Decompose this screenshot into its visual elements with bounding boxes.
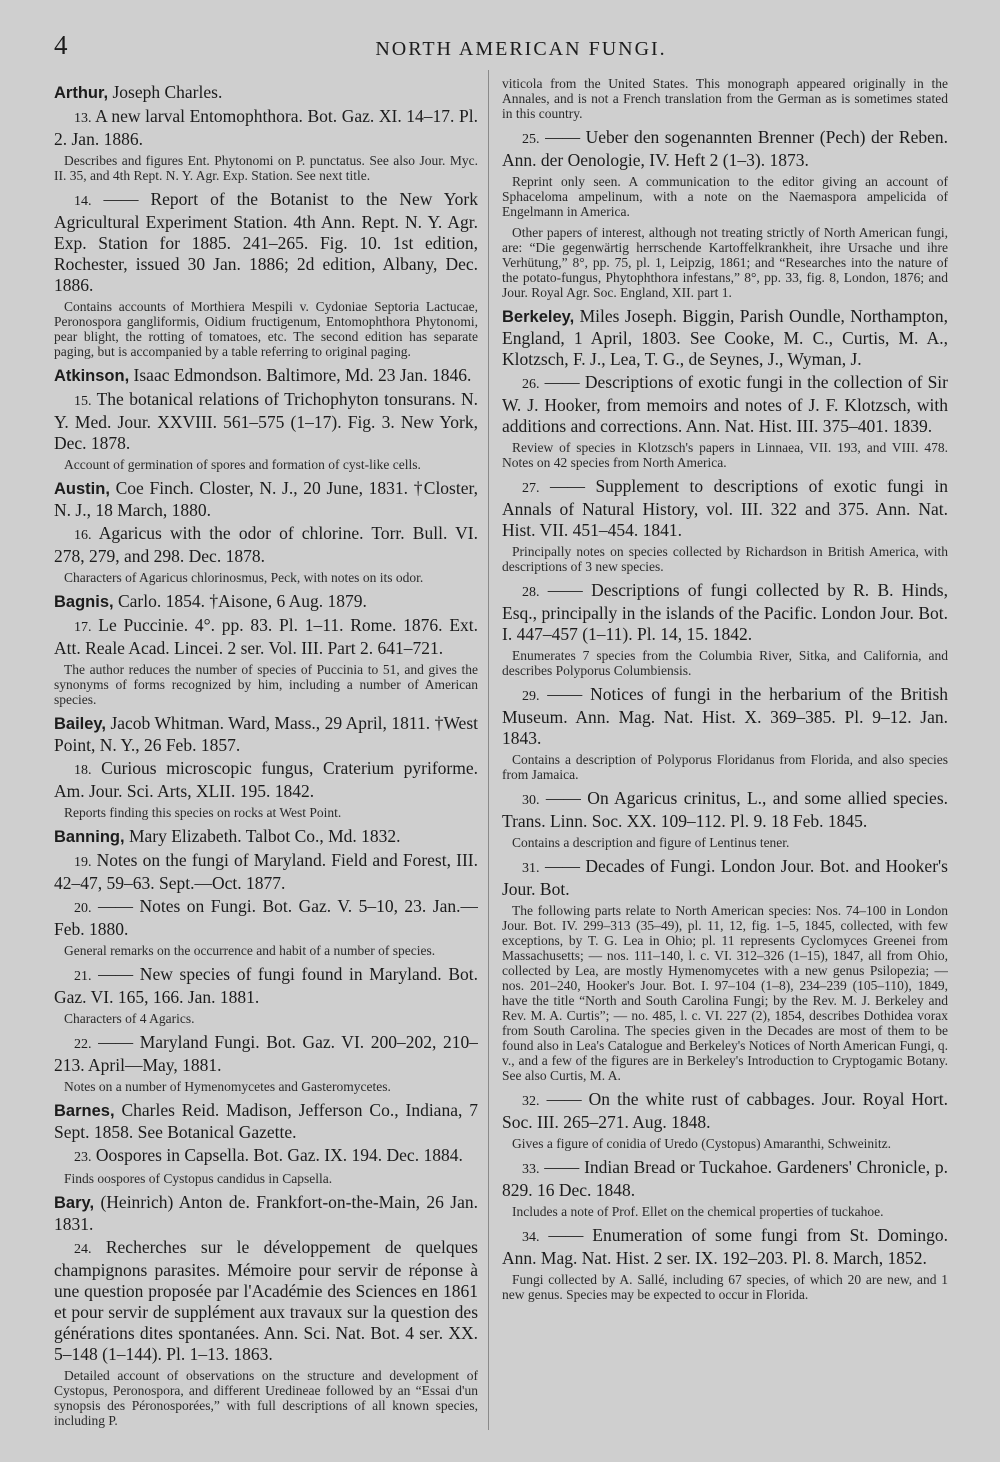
entry-number: 24. — [74, 1242, 92, 1257]
entry-number: 18. — [74, 763, 92, 778]
page-number: 4 — [54, 30, 68, 60]
entry-number: 14. — [74, 194, 92, 209]
entry-citation: —— New species of fungi found in Maryland. Bot. Gaz. VI. 165, 166. Jan. 1881. — [54, 964, 478, 1007]
entry-number: 15. — [74, 394, 92, 409]
entry-annotation — [54, 1079, 478, 1094]
annotation-text: Reports finding this species on rocks at West Point. — [64, 805, 342, 820]
running-head: NORTH AMERICAN FUNGI. — [375, 38, 667, 60]
annotation-text: General remarks on the occurrence and habit of a number of species. — [64, 943, 436, 958]
entry-number: 28. — [522, 585, 540, 600]
annotation-text: Account of germination of spores and formation of cyst-like cells. — [64, 457, 421, 472]
right-column — [502, 76, 948, 1446]
author-name: Arthur, — [54, 84, 109, 102]
annotation-text: Gives a figure of conidia of Uredo (Cystopus) Amaranthi, Schweinitz. — [512, 1136, 892, 1151]
bibliography-entry — [54, 964, 478, 1008]
author-details: Joseph Charles. — [108, 82, 223, 102]
entry-annotation — [502, 440, 948, 470]
entry-annotation — [502, 544, 948, 574]
annotation-text: Contains accounts of Morthiera Mespili v. Cydoniae Septoria Lactucae, Peronospora gangliformis, Oidium fructigenum, Entomophthora Phytonomi, pear blight, the rotting of tomatoes, etc. The second edition has separate paging, but is accompanied by a table referring to original paging. — [54, 299, 478, 359]
annotation-text: Notes on a number of Hymenomycetes and Gasteromycetes. — [64, 1079, 391, 1094]
entry-number: 22. — [74, 1037, 92, 1052]
entry-annotation — [502, 752, 948, 782]
entry-number: 31. — [522, 861, 540, 876]
entry-annotation — [54, 943, 478, 958]
author-details: Carlo. 1854. †Aisone, 6 Aug. 1879. — [113, 591, 367, 611]
entry-number: 16. — [74, 528, 92, 543]
entry-annotation — [502, 174, 948, 219]
author-details: Isaac Edmondson. Baltimore, Md. 23 Jan. 1846. — [129, 365, 472, 385]
entry-citation: Curious microscopic fungus, Craterium pyriforme. Am. Jour. Sci. Arts, XLII. 195. 1842. — [54, 758, 478, 801]
entry-annotation — [502, 225, 948, 300]
author-heading — [54, 365, 478, 387]
bibliography-entry — [502, 1089, 948, 1133]
entry-number: 13. — [74, 111, 92, 126]
entry-annotation — [54, 1368, 478, 1428]
entry-annotation — [502, 648, 948, 678]
author-name: Bagnis, — [54, 593, 114, 611]
entry-citation: Oospores in Capsella. Bot. Gaz. IX. 194. Dec. 1884. — [91, 1145, 463, 1165]
bibliography-entry — [54, 1145, 478, 1168]
annotation-text: Describes and figures Ent. Phytonomi on P. punctatus. See also Jour. Myc. II. 35, and 4th Rept. N. Y. Agr. Exp. Station. See next title. — [54, 153, 478, 183]
author-heading — [502, 306, 948, 370]
entry-citation: The botanical relations of Trichophyton tonsurans. N. Y. Med. Jour. XXVIII. 561–575 (1–17). Fig. 3. New York, Dec. 1878. — [54, 389, 478, 453]
author-name: Barnes, — [54, 1102, 115, 1120]
entry-number: 29. — [522, 689, 540, 704]
author-details: Jacob Whitman. Ward, Mass., 29 April, 1811. †West Point, N. Y., 26 Feb. 1857. — [54, 713, 478, 755]
entry-annotation — [502, 1136, 948, 1151]
entry-citation: —— Descriptions of fungi collected by R. B. Hinds, Esq., principally in the islands of the Pacific. London Jour. Bot. I. 447–457 (1–11). Pl. 14, 15. 1842. — [502, 580, 948, 644]
entry-number: 17. — [74, 620, 92, 635]
two-column-body — [54, 76, 948, 1446]
entry-annotation — [54, 1171, 478, 1186]
bibliography-entry — [54, 106, 478, 150]
left-column — [54, 76, 478, 1446]
author-details: Coe Finch. Closter, N. J., 20 June, 1831. †Closter, N. J., 18 March, 1880. — [54, 478, 478, 520]
annotation-text: viticola from the United States. This monograph appeared originally in the Annales, and is not a French translation from the German as is sometimes stated in this country. — [502, 76, 948, 121]
annotation-text: The author reduces the number of species of Puccinia to 51, and gives the synonyms of forms recognized by him, including a number of American species. — [54, 662, 478, 707]
author-heading — [54, 1192, 478, 1235]
bibliography-entry — [54, 896, 478, 940]
bibliography-entry — [502, 1225, 948, 1269]
author-details: Charles Reid. Madison, Jefferson Co., Indiana, 7 Sept. 1858. See Botanical Gazette. — [54, 1100, 478, 1142]
entry-citation: Notes on the fungi of Maryland. Field and Forest, III. 42–47, 59–63. Sept.—Oct. 1877. — [54, 850, 478, 893]
entry-citation: A new larval Entomophthora. Bot. Gaz. XI. 14–17. Pl. 2. Jan. 1886. — [54, 106, 478, 149]
entry-citation: —— Notes on Fungi. Bot. Gaz. V. 5–10, 23. Jan.—Feb. 1880. — [54, 896, 478, 939]
entry-citation: —— Ueber den sogenannten Brenner (Pech) der Reben. Ann. der Oenologie, IV. Heft 2 (1–3). 1873. — [502, 127, 948, 170]
annotation-text: Contains a description and figure of Lentinus tener. — [512, 835, 790, 850]
author-name: Atkinson, — [54, 367, 130, 385]
annotation-text: Principally notes on species collected by Richardson in British America, with descriptions of 3 new species. — [502, 544, 948, 574]
entry-number: 23. — [74, 1150, 92, 1165]
entry-number: 21. — [74, 969, 92, 984]
entry-number: 19. — [74, 855, 92, 870]
entry-number: 20. — [74, 901, 92, 916]
author-details: (Heinrich) Anton de. Frankfort-on-the-Main, 26 Jan. 1831. — [54, 1192, 478, 1234]
author-heading — [54, 826, 478, 848]
entry-citation: —— Report of the Botanist to the New York Agricultural Experiment Station. 4th Ann. Rept. N. Y. Agr. Exp. Station for 1885. 241–265. Fig. 10. 1st edition, Rochester, issued 30 Jan. 1886; 2d edition, Albany, Dec. 1886. — [54, 189, 478, 295]
bibliography-entry — [502, 372, 948, 437]
bibliography-entry — [502, 684, 948, 749]
entry-number: 32. — [522, 1094, 540, 1109]
entry-annotation — [54, 570, 478, 585]
entry-number: 26. — [522, 377, 540, 392]
entry-annotation — [502, 903, 948, 1083]
annotation-text: Includes a note of Prof. Ellet on the chemical properties of tuckahoe. — [512, 1204, 884, 1219]
bibliography-entry — [502, 127, 948, 171]
annotation-text: Finds oospores of Cystopus candidus in Capsella. — [64, 1171, 333, 1186]
author-details: Mary Elizabeth. Talbot Co., Md. 1832. — [124, 826, 401, 846]
entry-annotation — [54, 153, 478, 183]
entry-annotation — [502, 835, 948, 850]
entry-citation: Agaricus with the odor of chlorine. Torr. Bull. VI. 278, 279, and 298. Dec. 1878. — [54, 523, 478, 566]
page-header — [54, 28, 948, 76]
author-heading — [54, 713, 478, 756]
entry-annotation — [502, 1204, 948, 1219]
author-details: Miles Joseph. Biggin, Parish Oundle, Northampton, England, 1 April, 1803. See Cooke, M. C., Curtis, M. A., Klotzsch, F. J., Lea, T. G., de Seynes, J., Wyman, J. — [502, 306, 948, 369]
entry-citation: —— Supplement to descriptions of exotic fungi in Annals of Natural History, vol. III. 322 and 375. Ann. Nat. Hist. VII. 451–454. 1841. — [502, 476, 948, 540]
entry-annotation — [54, 457, 478, 472]
bibliography-entry — [54, 758, 478, 802]
bibliography-entry — [502, 856, 948, 900]
annotation-text: Reprint only seen. A communication to the editor giving an account of Sphaceloma ampelinum, with a note on the Naemaspora ampelicida of Engelmann in America. — [502, 174, 948, 219]
entry-number: 27. — [522, 481, 540, 496]
annotation-text: Characters of 4 Agarics. — [64, 1011, 195, 1026]
column-divider — [488, 70, 489, 1430]
author-name: Berkeley, — [502, 308, 575, 326]
bibliography-entry — [54, 189, 478, 296]
entry-citation: —— Indian Bread or Tuckahoe. Gardeners' Chronicle, p. 829. 16 Dec. 1848. — [502, 1157, 948, 1200]
entry-annotation — [502, 1272, 948, 1302]
author-heading — [54, 82, 478, 104]
bibliography-entry — [502, 1157, 948, 1201]
entry-citation: —— Decades of Fungi. London Jour. Bot. and Hooker's Jour. Bot. — [502, 856, 948, 899]
entry-annotation — [54, 805, 478, 820]
author-heading — [54, 1100, 478, 1143]
annotation-text: Characters of Agaricus chlorinosmus, Peck, with notes on its odor. — [64, 570, 424, 585]
entry-citation: —— Maryland Fungi. Bot. Gaz. VI. 200–202, 210–213. April—May, 1881. — [54, 1032, 478, 1075]
entry-citation: Le Puccinie. 4°. pp. 83. Pl. 1–11. Rome. 1876. Ext. Att. Reale Acad. Lincei. 2 ser. Vol. III. Part 2. 641–721. — [54, 615, 478, 658]
bibliography-entry — [502, 788, 948, 832]
bibliography-entry — [502, 580, 948, 645]
bibliography-entry — [54, 389, 478, 454]
entry-number: 30. — [522, 793, 540, 808]
entry-citation: —— Descriptions of exotic fungi in the collection of Sir W. J. Hooker, from memoirs and notes of J. F. Klotzsch, with additions and corrections. Ann. Nat. Hist. III. 375–401. 1839. — [502, 372, 948, 436]
entry-number: 34. — [522, 1230, 540, 1245]
bibliography-entry — [54, 615, 478, 659]
entry-citation: —— Notices of fungi in the herbarium of the British Museum. Ann. Mag. Nat. Hist. X. 369–385. Pl. 9–12. Jan. 1843. — [502, 684, 948, 748]
author-name: Bary, — [54, 1194, 95, 1212]
entry-number: 25. — [522, 132, 540, 147]
bibliography-entry — [502, 476, 948, 541]
entry-number: 33. — [522, 1162, 540, 1177]
annotation-text: Contains a description of Polyporus Floridanus from Florida, and also species from Jamaica. — [502, 752, 948, 782]
continued-annotation — [502, 76, 948, 121]
entry-citation: —— Enumeration of some fungi from St. Domingo. Ann. Mag. Nat. Hist. 2 ser. IX. 192–203. Pl. 8. March, 1852. — [502, 1225, 948, 1268]
entry-citation: —— On the white rust of cabbages. Jour. Royal Hort. Soc. III. 265–271. Aug. 1848. — [502, 1089, 948, 1132]
bibliography-entry — [54, 523, 478, 567]
annotation-text: Review of species in Klotzsch's papers in Linnaea, VII. 193, and VIII. 478. Notes on 42 species from North America. — [502, 440, 948, 470]
annotation-text: Enumerates 7 species from the Columbia River, Sitka, and California, and describes Polyporus Columbiensis. — [502, 648, 948, 678]
entry-annotation — [54, 662, 478, 707]
bibliography-entry — [54, 850, 478, 894]
author-heading — [54, 591, 478, 613]
annotation-text: Other papers of interest, although not treating strictly of North American fungi, are: “Die gegenwärtig herrschende Kartoffelkrankheit, ihre Ursache und ihre Verhütung,” 8°, pp. 75, pl. 1, Leipzig, 1861; and “Researches into the nature of the potato-fungus, Phytophthora infestans,” 8°, pp. 33, fig. 8, London, 1876; and Jour. Royal Agr. Soc. England, XII. part 1. — [502, 225, 948, 300]
author-heading — [54, 478, 478, 521]
annotation-text: The following parts relate to North American species: Nos. 74–100 in London Jour. Bot. IV. 299–313 (35–49), pl. 11, 12, fig. 1–5, 1845, collected, with few exceptions, by T. G. Lea in Ohio; pl. 11 represents Cyclomyces Greenei from Massachusetts; — nos. 111–140, l. c. VI. 312–326 (1–15), 1847, all from Ohio, collected by Lea, are mostly Hymenomycetes with a new genus Psilopezia; — nos. 201–240, Hooker's Jour. Bot. I. 97–104 (1–8), 234–239 (105–110), 1849, have the title “North and South Carolina Fungi; by the Rev. M. J. Berkeley and Rev. M. A. Curtis”; — no. 485, l. c. VI. 227 (2), 1854, describes Dothidea vorax from South Carolina. The species given in the Decades are most of them to be found also in Lea's Catalogue and Berkeley's Notices of North American Fungi, q. v., and a few of the figures are in Berkeley's Introduction to Cryptogamic Botany. See also Curtis, M. A. — [502, 903, 948, 1083]
author-name: Banning, — [54, 828, 125, 846]
entry-annotation — [54, 299, 478, 359]
bibliography-entry — [54, 1032, 478, 1076]
entry-annotation — [54, 1011, 478, 1026]
entry-citation: —— On Agaricus crinitus, L., and some allied species. Trans. Linn. Soc. XX. 109–112. Pl. 9. 18 Feb. 1845. — [502, 788, 948, 831]
author-name: Bailey, — [54, 715, 106, 733]
bibliography-entry — [54, 1237, 478, 1365]
annotation-text: Fungi collected by A. Sallé, including 67 species, of which 20 are new, and 1 new genus. Species may be expected to occur in Florida. — [502, 1272, 948, 1302]
annotation-text: Detailed account of observations on the structure and development of Cystopus, Peronospora, and different Uredineae followed by an “Essai d'un synopsis des Péronosporées,” with full descriptions of all known species, including P. — [54, 1368, 478, 1428]
author-name: Austin, — [54, 480, 110, 498]
entry-citation: Recherches sur le développement de quelques champignons parasites. Mémoire pour servir de réponse à une question proposée par l'Académie des Sciences en 1861 et pour servir de supplément aux travaux sur la question des générations dites spontanées. Ann. Sci. Nat. Bot. 4 ser. XX. 5–148 (1–144). Pl. 1–13. 1863. — [54, 1237, 478, 1364]
